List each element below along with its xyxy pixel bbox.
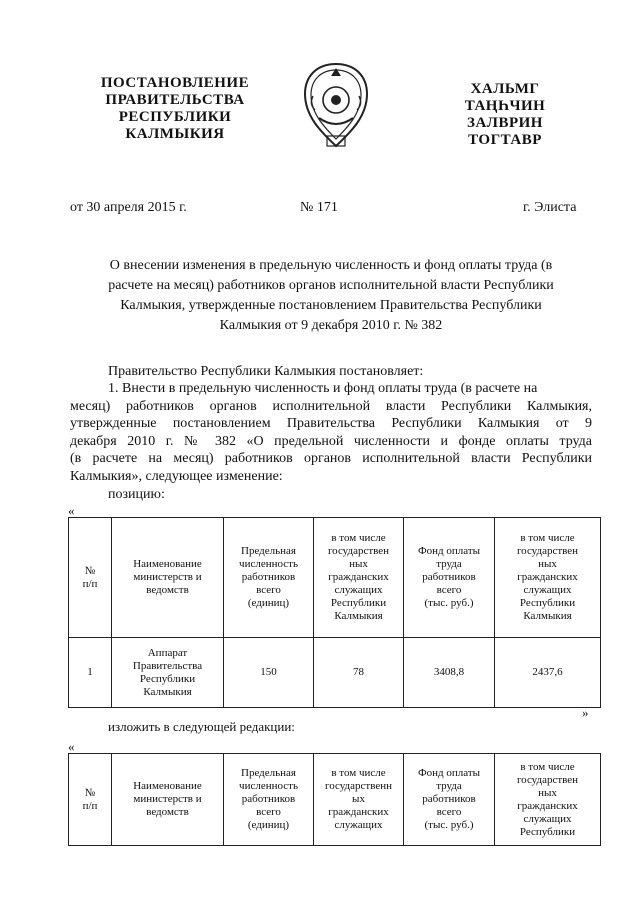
header-cell-limit xyxy=(224,518,314,638)
header-right-line: ЗАЛВРИН xyxy=(467,115,543,131)
cell-fund: 3408,8 xyxy=(404,638,495,708)
cell-text: Республики xyxy=(139,672,196,685)
positions-table-new xyxy=(68,753,601,846)
header-text: в том числе xyxy=(331,767,386,779)
document-city: г. Элиста xyxy=(523,200,577,215)
header-right-line: ТАҢҺЧИН xyxy=(464,98,546,114)
cell-num: 1 xyxy=(69,638,112,708)
p1-line: (в расчете на месяц) работников органов исполнительной власти Республики xyxy=(70,451,592,467)
title-line: О внесении изменения в предельную численность и фонд оплаты труда (в xyxy=(109,258,553,273)
cell-text: Калмыкия xyxy=(143,685,192,698)
header-text: Калмыкия xyxy=(334,610,383,622)
header-text: (тыс. руб.) xyxy=(424,597,474,609)
header-text: гражданских xyxy=(328,571,389,583)
p1-line: Калмыкия», следующее изменение: xyxy=(70,468,283,484)
header-text: гражданских xyxy=(517,799,578,812)
header-cell-name xyxy=(112,518,224,638)
header-left-line: РЕСПУБЛИКИ xyxy=(118,109,232,125)
header-text: (единиц) xyxy=(247,597,290,609)
header-cell-civil xyxy=(314,754,404,846)
header-left-line: ПРАВИТЕЛЬСТВА xyxy=(105,92,245,108)
document-title xyxy=(70,256,592,336)
header-right-line: ХАЛЬМГ xyxy=(470,81,540,97)
header-text: работников xyxy=(422,571,476,583)
p1-line: утвержденные постановлением Правительства Республики Калмыкия от 9 xyxy=(70,416,592,432)
header-cell-civil-fund xyxy=(495,518,601,638)
open-quote: « xyxy=(68,503,75,518)
header-text: работников xyxy=(422,793,476,805)
cell-name xyxy=(112,638,224,708)
header-right-line: ТОГТАВР xyxy=(468,132,542,148)
cell-text: Правительства xyxy=(132,659,203,672)
header-right xyxy=(440,81,570,149)
header-text: ных xyxy=(538,786,557,799)
cell-limit: 150 xyxy=(224,638,314,708)
header-text: Республики xyxy=(519,597,576,609)
header-text: гражданских xyxy=(517,571,578,583)
header-cell-fund xyxy=(404,754,495,846)
header-text: (тыс. руб.) xyxy=(424,819,474,831)
header-text: в том числе xyxy=(520,532,575,544)
header-text: служащих xyxy=(523,584,572,596)
header-text: служащих xyxy=(523,812,572,825)
coat-of-arms-icon xyxy=(297,60,375,152)
header-text: труда xyxy=(436,558,462,570)
header-cell-civil xyxy=(314,518,404,638)
header-text: п/п xyxy=(82,799,98,812)
intro-paragraph: Правительство Республики Калмыкия постановляет: xyxy=(108,364,424,379)
header-text: министерств и xyxy=(133,571,202,583)
header-text: численность xyxy=(239,558,298,570)
header-text: гражданских xyxy=(328,806,389,818)
header-text: всего xyxy=(436,584,462,596)
document-number: № 171 xyxy=(300,200,338,215)
title-line: Калмыкия, утвержденные постановлением Правительства Республики xyxy=(120,298,542,313)
header-text: государственн xyxy=(324,780,392,792)
header-text: в том числе xyxy=(331,532,386,544)
header-text: всего xyxy=(436,806,462,818)
header-text: работников xyxy=(241,571,296,583)
header-text: Республики xyxy=(519,825,576,838)
header-text: (единиц) xyxy=(247,819,290,831)
header-text: Фонд оплаты xyxy=(417,545,481,557)
table-row xyxy=(69,638,601,708)
header-text: государствен xyxy=(516,545,579,557)
positions-table-old xyxy=(68,517,601,708)
header-cell-fund xyxy=(404,518,495,638)
title-line: расчете на месяц) работников органов исполнительной власти Республики xyxy=(108,278,554,293)
table-header-row xyxy=(69,754,601,846)
header-cell-num xyxy=(69,518,112,638)
header-cell-num xyxy=(69,754,112,846)
paragraph-1 xyxy=(70,380,592,486)
header-left-line: КАЛМЫКИЯ xyxy=(125,126,225,142)
header-text: ведомств xyxy=(146,584,189,596)
header-left-line: ПОСТАНОВЛЕНИЕ xyxy=(100,75,250,91)
header-text: ных xyxy=(538,558,557,570)
position-label: позицию: xyxy=(108,487,165,502)
header-text: труда xyxy=(436,780,462,792)
header-text: государствен xyxy=(327,545,390,557)
header-text: п/п xyxy=(82,577,98,590)
header-cell-name xyxy=(112,754,224,846)
header-text: Наименование xyxy=(133,558,202,570)
header-text: всего xyxy=(256,584,281,596)
cell-text: Аппарат xyxy=(147,646,188,659)
header-cell-civil-fund xyxy=(495,754,601,846)
cell-civil-fund: 2437,6 xyxy=(495,638,601,708)
header-text: всего xyxy=(256,806,281,818)
header-text: министерств и xyxy=(133,793,202,805)
header-text: Предельная xyxy=(241,767,296,779)
header-text: государствен xyxy=(516,773,579,786)
open-quote-2: « xyxy=(68,739,75,754)
header-text: ведомств xyxy=(146,806,189,818)
header-text: работников xyxy=(241,793,296,805)
p1-line: месяц) работников органов исполнительной власти Республики Калмыкия, xyxy=(70,398,592,414)
header-text: Предельная xyxy=(241,545,296,557)
header-cell-limit xyxy=(224,754,314,846)
close-quote: » xyxy=(582,705,589,720)
header-text: служащих xyxy=(334,819,383,831)
document-date: от 30 апреля 2015 г. xyxy=(70,200,187,215)
header-text: служащих xyxy=(334,584,383,596)
cell-civil: 78 xyxy=(314,638,404,708)
replace-label: изложить в следующей редакции: xyxy=(108,719,295,734)
header-text: Республики xyxy=(330,597,387,609)
header-text: № xyxy=(84,564,96,577)
title-line: Калмыкия от 9 декабря 2010 г. № 382 xyxy=(219,318,443,333)
header-text: Калмыкия xyxy=(523,610,572,622)
header-text: № xyxy=(84,786,96,799)
table-header-row xyxy=(69,518,601,638)
p1-line: декабря 2010 г. № 382 «О предельной численности и фонде оплаты труда xyxy=(70,433,592,449)
header-text: Фонд оплаты xyxy=(417,767,481,779)
header-text: численность xyxy=(239,780,298,792)
header-text: ных xyxy=(349,558,368,570)
header-text: в том числе xyxy=(520,760,575,773)
header-text: ых xyxy=(352,793,365,805)
p1-line: 1. Внести в предельную численность и фонд оплаты труда (в расчете на xyxy=(108,381,538,396)
header-left xyxy=(90,75,260,143)
header-text: Наименование xyxy=(133,780,202,792)
